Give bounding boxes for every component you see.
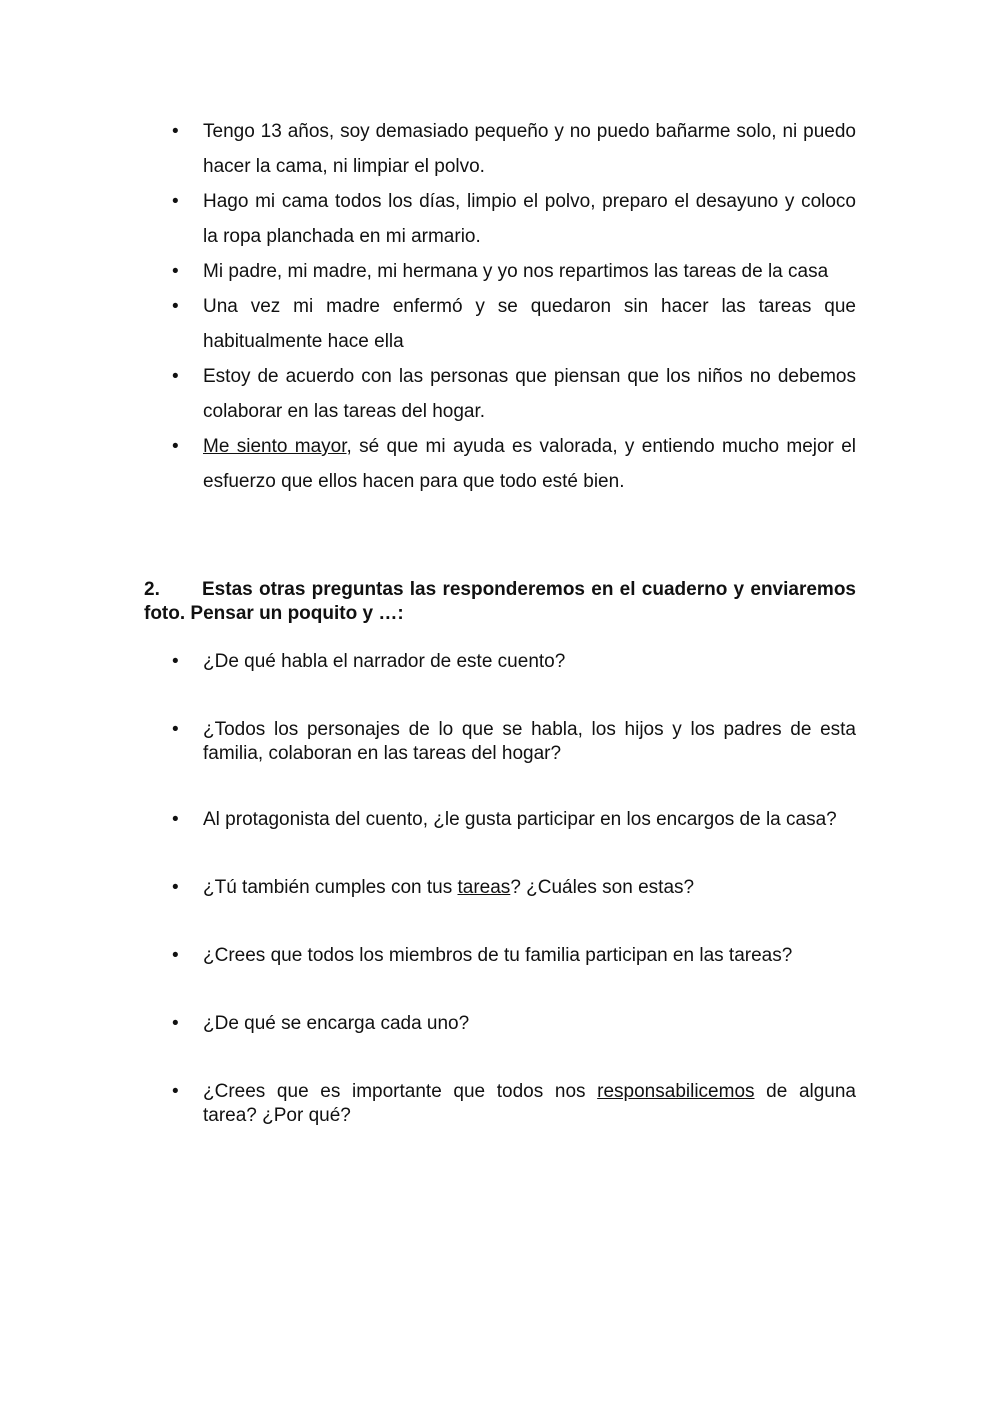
question-text: ¿Todos los personajes de lo que se habla, los hijos y los padres de esta familia, colaboran en las tareas del hogar?: [203, 719, 856, 764]
question-text: ¿De qué se encarga cada uno?: [203, 1013, 470, 1034]
question-text: ¿Crees que todos los miembros de tu familia participan en las tareas?: [203, 945, 793, 966]
list-item: [0, 1080, 1000, 1128]
statement-text: Una vez mi madre enfermó y se quedaron sin hacer las tareas que habitualmente hace ella: [203, 296, 856, 352]
underlined-phrase: Me siento mayor: [203, 436, 347, 457]
question-text: de alguna tarea? ¿Por qué?: [203, 1081, 856, 1126]
bullet-icon: •: [172, 809, 179, 830]
statement-text: Mi padre, mi madre, mi hermana y yo nos repartimos las tareas de la casa: [203, 261, 829, 282]
bullet-icon: •: [172, 1013, 179, 1034]
list-item: [0, 359, 1000, 429]
list-item: [0, 808, 1000, 832]
bullet-icon: •: [172, 191, 179, 212]
statement-text: , sé que mi ayuda es valorada, y entiendo mucho mejor el esfuerzo que ellos hacen para que todo esté bien.: [203, 436, 856, 492]
question-text: ¿Crees que es importante que todos nos: [203, 1081, 598, 1102]
list-item: [0, 718, 1000, 766]
statement-text: Estoy de acuerdo con las personas que piensan que los niños no debemos colaborar en las tareas del hogar.: [203, 366, 856, 422]
list-item: [0, 254, 1000, 289]
bullet-icon: •: [172, 366, 179, 387]
section-heading: [144, 578, 856, 626]
bullet-icon: •: [172, 436, 179, 457]
bullet-icon: •: [172, 296, 179, 317]
question-text: ? ¿Cuáles son estas?: [510, 877, 695, 898]
bullet-icon: •: [172, 877, 179, 898]
question-text: ¿De qué habla el narrador de este cuento?: [203, 651, 566, 672]
list-item: [0, 944, 1000, 968]
bullet-icon: •: [172, 945, 179, 966]
section-number: 2.: [144, 579, 160, 600]
statement-text: Tengo 13 años, soy demasiado pequeño y no puedo bañarme solo, ni puedo hacer la cama, ni limpiar el polvo.: [203, 121, 856, 177]
list-item: [0, 289, 1000, 359]
list-item: [0, 876, 1000, 900]
list-item: [0, 650, 1000, 674]
list-item: [0, 114, 1000, 184]
bullet-icon: •: [172, 121, 179, 142]
bullet-icon: •: [172, 719, 179, 740]
underlined-word: tareas: [457, 877, 511, 898]
list-item: [0, 429, 1000, 499]
list-item: [0, 1012, 1000, 1036]
question-text: Al protagonista del cuento, ¿le gusta participar en los encargos de la casa?: [203, 809, 837, 830]
list-item: [0, 184, 1000, 254]
statement-text: Hago mi cama todos los días, limpio el polvo, preparo el desayuno y coloco la ropa planchada en mi armario.: [203, 191, 856, 247]
underlined-word: responsabilicemos: [597, 1081, 755, 1102]
question-text: ¿Tú también cumples con tus: [203, 877, 458, 898]
bullet-icon: •: [172, 1081, 179, 1102]
section-title: Estas otras preguntas las responderemos en el cuaderno y enviaremos foto. Pensar un poquito y …:: [144, 579, 856, 624]
bullet-icon: •: [172, 261, 179, 282]
questions-list: [0, 650, 1000, 1128]
bullet-icon: •: [172, 651, 179, 672]
statements-list: [0, 114, 1000, 499]
